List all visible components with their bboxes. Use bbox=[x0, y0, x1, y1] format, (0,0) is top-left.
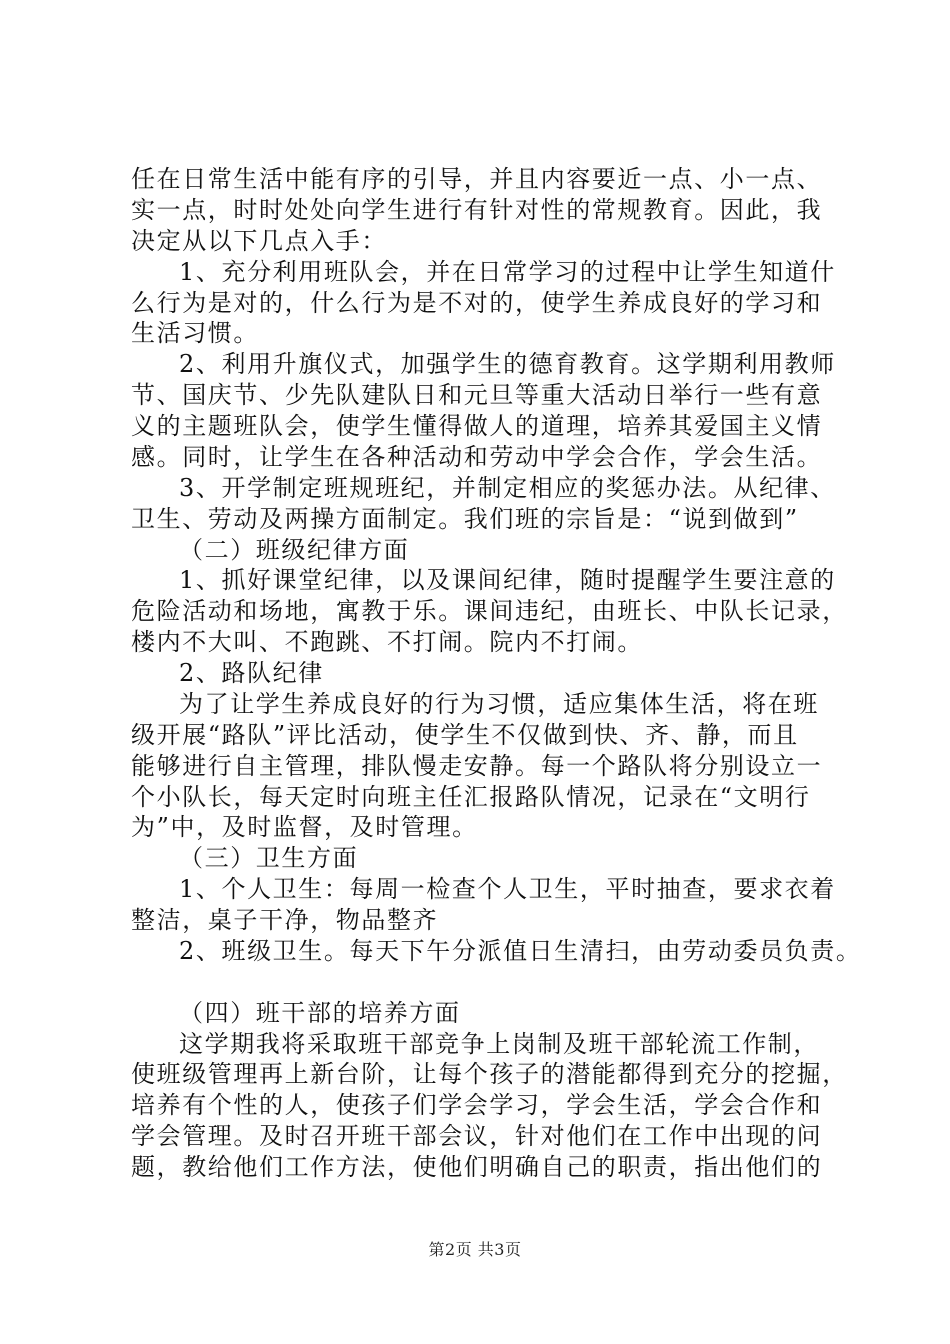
text-line: 为”中，及时监督，及时管理。 bbox=[131, 813, 478, 841]
section-heading: （三）卫生方面 bbox=[179, 844, 359, 872]
text-line: 培养有个性的人，使孩子们学会学习，学会生活，学会合作和 bbox=[131, 1091, 823, 1119]
text-line: 危险活动和场地，寓教于乐。课间违纪，由班长、中队长记录， bbox=[131, 597, 848, 625]
text-line: 节、国庆节、少先队建队日和元旦等重大活动日举行一些有意 bbox=[131, 381, 823, 409]
text-line: 1、个人卫生：每周一检查个人卫生，平时抽查，要求衣着 bbox=[179, 875, 836, 903]
text-line: 楼内不大叫、不跑跳、不打闹。院内不打闹。 bbox=[131, 628, 643, 656]
text-line: 么行为是对的，什么行为是不对的，使学生养成良好的学习和 bbox=[131, 289, 823, 317]
text-line: 级开展“路队”评比活动，使学生不仅做到快、齐、静，而且 bbox=[131, 721, 799, 749]
text-line: 3、开学制定班规班纪，并制定相应的奖惩办法。从纪律、 bbox=[179, 474, 836, 502]
text-line: 使班级管理再上新台阶，让每个孩子的潜能都得到充分的挖掘， bbox=[131, 1060, 848, 1088]
text-line: 2、班级卫生。每天下午分派值日生清扫，由劳动委员负责。 bbox=[179, 937, 862, 965]
text-line: 1、充分利用班队会，并在日常学习的过程中让学生知道什 bbox=[179, 258, 836, 286]
text-line: 学会管理。及时召开班干部会议，针对他们在工作中出现的问 bbox=[131, 1122, 823, 1150]
text-line: 任在日常生活中能有序的引导，并且内容要近一点、小一点、 bbox=[131, 165, 823, 193]
text-line: 题，教给他们工作方法，使他们明确自己的职责，指出他们的 bbox=[131, 1153, 823, 1181]
text-line: 为了让学生养成良好的行为习惯，适应集体生活，将在班 bbox=[179, 690, 819, 718]
text-line: 感。同时，让学生在各种活动和劳动中学会合作，学会生活。 bbox=[131, 443, 823, 471]
text-line: 1、抓好课堂纪律，以及课间纪律，随时提醒学生要注意的 bbox=[179, 566, 836, 594]
text-line: 整洁，桌子干净，物品整齐 bbox=[131, 906, 439, 934]
text-line: 2、利用升旗仪式，加强学生的德育教育。这学期利用教师 bbox=[179, 350, 836, 378]
text-line: 能够进行自主管理，排队慢走安静。每一个路队将分别设立一 bbox=[131, 752, 823, 780]
text-line: 实一点，时时处处向学生进行有针对性的常规教育。因此，我 bbox=[131, 196, 823, 224]
text-line: 2、路队纪律 bbox=[179, 659, 324, 687]
section-heading: （二）班级纪律方面 bbox=[179, 536, 410, 564]
text-line: 义的主题班队会，使学生懂得做人的道理，培养其爱国主义情 bbox=[131, 412, 823, 440]
text-line: 生活习惯。 bbox=[131, 319, 259, 347]
text-line: 卫生、劳动及两操方面制定。我们班的宗旨是：“说到做到” bbox=[131, 505, 799, 533]
text-line: 这学期我将采取班干部竞争上岗制及班干部轮流工作制， bbox=[179, 1030, 819, 1058]
page-number-footer: 第2页 共3页 bbox=[428, 1240, 522, 1259]
text-line: 决定从以下几点入手： bbox=[131, 227, 387, 255]
text-line: 个小队长，每天定时向班主任汇报路队情况，记录在“文明行 bbox=[131, 783, 811, 811]
section-heading: （四）班干部的培养方面 bbox=[179, 999, 461, 1027]
